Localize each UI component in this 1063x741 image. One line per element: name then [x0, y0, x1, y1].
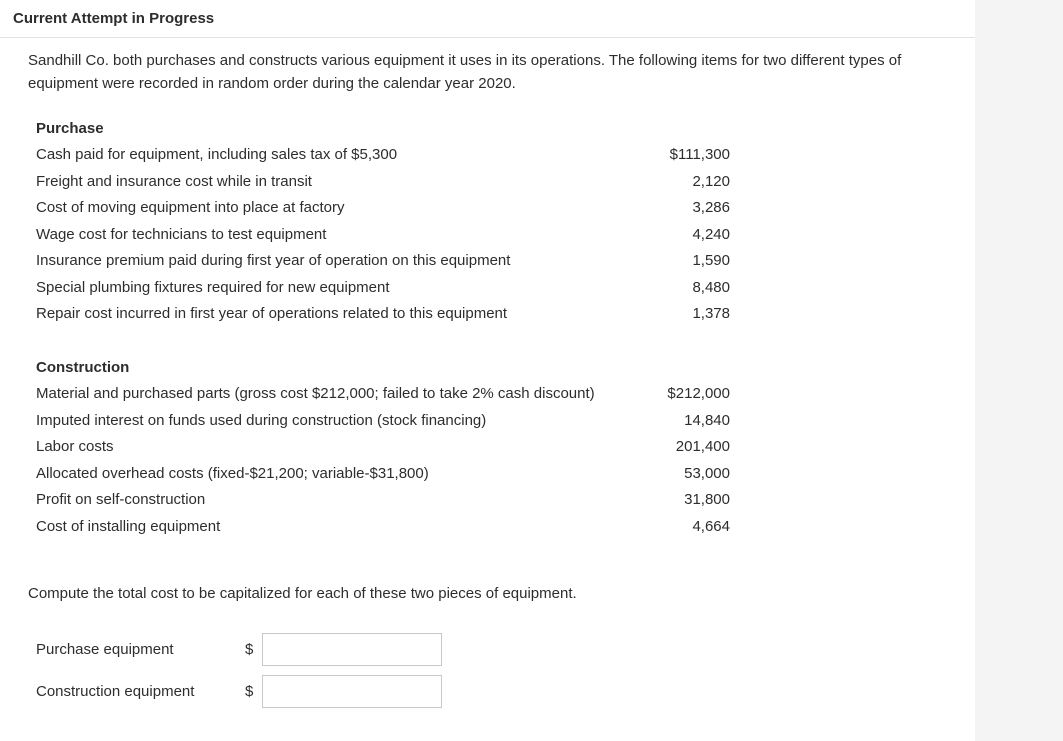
construction-item-amount: 14,840 — [684, 411, 730, 429]
purchase-row — [36, 248, 730, 274]
purchase-equipment-label: Purchase equipment — [36, 641, 174, 658]
purchase-item-label: Insurance premium paid during first year of operation on this equipment — [36, 252, 511, 269]
construction-item-amount: $212,000 — [667, 385, 730, 402]
construction-item-label: Cost of installing equipment — [36, 517, 221, 535]
construction-item-label: Allocated overhead costs (fixed-$21,200; variable-$31,800) — [36, 464, 429, 482]
purchase-row — [36, 301, 730, 327]
purchase-item-label: Special plumbing fixtures required for new equipment — [36, 278, 390, 296]
construction-row — [36, 434, 730, 460]
purchase-item-amount: $111,300 — [669, 146, 730, 163]
construction-row — [36, 381, 730, 407]
construction-row — [36, 408, 730, 434]
purchase-equipment-input[interactable] — [262, 633, 442, 666]
construction-row — [36, 487, 730, 513]
purchase-item-label: Cash paid for equipment, including sales tax of $5,300 — [36, 146, 398, 163]
construction-item-amount: 201,400 — [675, 438, 730, 455]
purchase-heading: Purchase — [36, 120, 104, 137]
construction-equipment-input[interactable] — [262, 675, 442, 708]
purchase-item-label: Freight and insurance cost while in transit — [36, 172, 312, 190]
purchase-row — [36, 275, 730, 301]
construction-row — [36, 461, 730, 487]
construction-item-label: Imputed interest on funds used during construction (stock financing) — [36, 411, 487, 429]
construction-heading: Construction — [36, 359, 130, 376]
purchase-item-label: Cost of moving equipment into place at factory — [36, 199, 345, 216]
purchase-item-amount: 2,120 — [692, 172, 730, 190]
construction-item-amount: 31,800 — [684, 491, 730, 508]
purchase-item-amount: 8,480 — [692, 278, 730, 296]
construction-item-amount: 4,664 — [692, 517, 730, 535]
purchase-equipment-answer — [36, 633, 456, 667]
currency-symbol: $ — [245, 683, 254, 700]
purchase-row — [36, 222, 730, 248]
construction-equipment-answer — [36, 675, 456, 709]
page-title: Current Attempt in Progress — [0, 0, 975, 38]
purchase-row — [36, 169, 730, 195]
construction-row — [36, 514, 730, 540]
purchase-row — [36, 142, 730, 168]
construction-equipment-label: Construction equipment — [36, 683, 195, 700]
construction-item-label: Labor costs — [36, 438, 114, 455]
problem-intro: Sandhill Co. both purchases and constructs various equipment it uses in its operations. The following items for two different types of equipment were recorded in random order during the calendar year 2020. — [28, 52, 902, 92]
purchase-item-label: Wage cost for technicians to test equipment — [36, 225, 327, 243]
construction-item-label: Material and purchased parts (gross cost $212,000; failed to take 2% cash discount) — [36, 385, 595, 402]
construction-item-label: Profit on self-construction — [36, 491, 206, 508]
purchase-row — [36, 195, 730, 221]
construction-item-amount: 53,000 — [684, 464, 730, 482]
currency-symbol: $ — [245, 641, 254, 658]
purchase-item-amount: 3,286 — [692, 199, 730, 216]
purchase-item-label: Repair cost incurred in first year of operations related to this equipment — [36, 305, 508, 322]
purchase-item-amount: 1,378 — [692, 305, 730, 322]
purchase-item-amount: 1,590 — [692, 252, 730, 269]
purchase-item-amount: 4,240 — [692, 225, 730, 243]
question-prompt: Compute the total cost to be capitalized for each of these two pieces of equipment. — [28, 585, 577, 602]
